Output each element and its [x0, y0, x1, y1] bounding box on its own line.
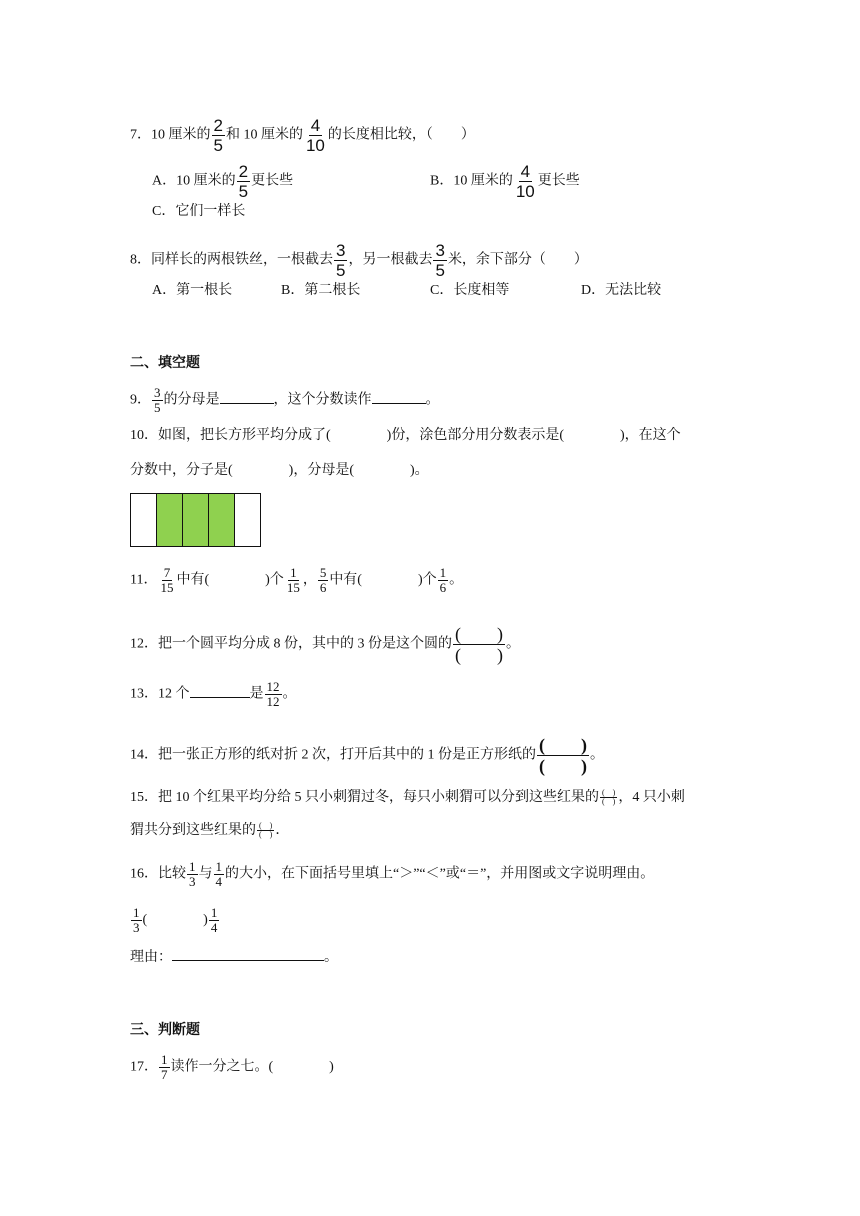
section-heading-judgment: 三、判断题	[130, 1021, 200, 1037]
q15-text: 把 10 个红果平均分给 5 只小刺猬过冬，每只小刺猬可以分到这些红果的	[158, 790, 599, 805]
fraction	[334, 241, 347, 280]
question-10-line-1	[130, 426, 681, 446]
denominator: 5	[154, 400, 161, 415]
q17-number: 17．	[130, 1059, 158, 1075]
section-heading-fill-in: 二、填空题	[130, 354, 200, 370]
question-10-line-2: 分数中，分子是( )，分母是( )。	[130, 463, 429, 478]
fraction	[209, 906, 220, 935]
option-text: 更长些	[251, 173, 294, 189]
q13-text: 12 个	[158, 686, 190, 702]
numerator-blank[interactable]: ( )	[259, 821, 273, 831]
numerator: 1	[210, 905, 218, 920]
q16-text: 。	[324, 950, 338, 965]
question-15-line-1	[130, 788, 685, 808]
denominator: 10	[305, 136, 325, 155]
q14-number: 14．	[130, 747, 158, 763]
q14-text: 把一张正方形的纸对折 2 次，打开后其中的 1 份是正方形纸的	[158, 747, 536, 763]
q11-text: 中有( )个	[176, 572, 284, 588]
fraction	[433, 241, 446, 280]
numerator: 3	[336, 241, 346, 260]
denominator-blank[interactable]: ( )	[602, 797, 616, 807]
numerator: 2	[213, 116, 223, 135]
q7-option-a[interactable]	[152, 162, 293, 201]
q9-text: 的分母是	[163, 392, 220, 408]
fraction	[212, 116, 225, 155]
q11-text: 。	[449, 572, 464, 588]
q13-text: 是	[249, 686, 264, 702]
denominator-blank[interactable]: ( )	[539, 756, 587, 776]
q8-option-a[interactable]: A．第一根长	[152, 283, 233, 298]
option-text: B．10 厘米的	[430, 173, 513, 189]
q14-text: 。	[590, 747, 604, 763]
question-17	[130, 1053, 334, 1082]
numerator-blank[interactable]: ( )	[602, 788, 616, 798]
q13-number: 13．	[130, 686, 158, 702]
fraction	[131, 906, 142, 935]
q9-text: ，这个分数读作	[273, 392, 372, 408]
numerator: 12	[266, 679, 280, 694]
q16-compare-row	[130, 906, 220, 935]
answer-blank[interactable]	[372, 389, 426, 404]
numerator: 1	[439, 565, 447, 580]
q10-text: 如图，把长方形平均分成了( )份，涂色部分用分数表示是( )，在这个	[158, 428, 681, 443]
numerator: 4	[520, 162, 531, 181]
fraction	[159, 1053, 170, 1082]
question-11	[130, 566, 463, 595]
numerator: 2	[238, 162, 249, 181]
rectangle-figure	[130, 493, 261, 547]
q9-text: 。	[425, 392, 440, 408]
q8-text: 米，余下部分（ ）	[447, 252, 588, 268]
numerator-blank[interactable]: ( )	[455, 624, 503, 644]
fraction	[214, 860, 225, 889]
q16-number: 16．	[130, 866, 158, 882]
q12-number: 12．	[130, 636, 158, 652]
q17-text: 读作一分之七。( )	[170, 1059, 334, 1075]
q16-text: 与	[198, 866, 213, 882]
numerator: 1	[133, 905, 140, 920]
question-15-line-2	[130, 821, 289, 841]
numerator: 1	[189, 859, 196, 874]
blank-fraction[interactable]	[257, 822, 274, 839]
q15-number: 15．	[130, 790, 158, 805]
q16-text: 比较	[158, 866, 186, 882]
q15-text: ．	[275, 823, 290, 838]
question-8	[130, 241, 588, 280]
rectangle-part-shaded	[182, 494, 208, 546]
denominator: 10	[515, 182, 535, 201]
fraction	[318, 566, 329, 595]
numerator: 1	[161, 1052, 168, 1067]
q8-option-d[interactable]: D．无法比较	[581, 283, 662, 298]
question-9	[130, 386, 440, 415]
numerator: 7	[163, 565, 171, 580]
numerator-blank[interactable]: ( )	[539, 735, 587, 755]
question-12	[130, 624, 520, 665]
fraction	[285, 566, 302, 595]
reason-label: 理由：	[130, 950, 172, 965]
fraction	[152, 386, 163, 415]
fraction	[514, 162, 537, 201]
q9-number: 9．	[130, 392, 151, 408]
denominator: 6	[319, 580, 327, 595]
reason-blank[interactable]	[172, 946, 324, 961]
denominator: 5	[238, 182, 249, 201]
fraction	[265, 680, 282, 709]
question-13	[130, 680, 297, 709]
q7-text: 的长度相比较，（ ）	[327, 127, 475, 143]
denominator: 15	[160, 580, 174, 595]
q11-text: 中有( )个	[329, 572, 437, 588]
numerator: 1	[215, 859, 222, 874]
fraction	[187, 860, 198, 889]
q16-text: 的大小，在下面括号里填上“＞”“＜”或“＝”，并用图或文字说明理由。	[225, 866, 655, 882]
rectangle-part	[234, 494, 260, 546]
rectangle-part	[131, 494, 156, 546]
rectangle-part-shaded	[208, 494, 234, 546]
numerator: 4	[310, 116, 321, 135]
q7-number: 7．	[130, 127, 151, 143]
q8-option-b[interactable]: B．第二根长	[281, 283, 361, 298]
q7-text: 和 10 厘米的	[225, 127, 303, 143]
blank-fraction[interactable]	[537, 735, 589, 776]
q12-text: 把一个圆平均分成 8 份，其中的 3 份是这个圆的	[158, 636, 452, 652]
fraction	[304, 116, 327, 155]
q16-reason	[130, 946, 338, 968]
numerator: 3	[435, 241, 445, 260]
denominator: 15	[286, 580, 300, 595]
fraction	[237, 162, 250, 201]
q10-number: 10．	[130, 428, 158, 443]
denominator-blank[interactable]: ( )	[259, 830, 273, 840]
answer-blank[interactable]	[190, 683, 250, 698]
q7-option-c[interactable]: C．它们一样长	[152, 204, 246, 219]
blank-fraction[interactable]	[600, 789, 617, 806]
denominator: 5	[336, 261, 346, 280]
q8-text: ，另一根截去	[348, 252, 433, 268]
denominator: 5	[435, 261, 445, 280]
denominator: 5	[213, 136, 223, 155]
q8-text: 同样长的两根铁丝，一根截去	[151, 252, 333, 268]
question-14	[130, 735, 604, 776]
answer-blank[interactable]	[220, 389, 274, 404]
denominator: 3	[133, 920, 140, 935]
denominator: 7	[161, 1067, 168, 1082]
q7-option-b[interactable]	[430, 162, 580, 201]
numerator: 1	[290, 565, 297, 580]
fraction	[158, 566, 175, 595]
denominator-blank[interactable]: ( )	[455, 645, 503, 665]
denominator: 3	[189, 874, 196, 889]
rectangle-part-shaded	[156, 494, 182, 546]
question-7	[130, 116, 475, 155]
compare-blank[interactable]: ( )	[142, 912, 208, 928]
denominator: 6	[439, 580, 447, 595]
q11-number: 11．	[130, 572, 158, 588]
q11-text: ，	[302, 572, 317, 588]
q7-text: 10 厘米的	[151, 127, 211, 143]
numerator: 3	[154, 385, 161, 400]
q15-text: 猬共分到这些红果的	[130, 823, 256, 838]
fraction	[438, 566, 449, 595]
option-text: 更长些	[537, 173, 580, 189]
blank-fraction[interactable]	[453, 624, 505, 665]
denominator: 4	[210, 920, 218, 935]
q8-option-c[interactable]: C．长度相等	[430, 283, 510, 298]
q13-text: 。	[282, 686, 297, 702]
question-16	[130, 860, 654, 889]
numerator: 5	[319, 565, 327, 580]
q15-text: ，4 只小刺	[618, 790, 685, 805]
q12-text: 。	[506, 636, 520, 652]
denominator: 12	[266, 694, 280, 709]
q8-number: 8．	[130, 252, 151, 268]
denominator: 4	[215, 874, 222, 889]
option-text: A．10 厘米的	[152, 173, 236, 189]
